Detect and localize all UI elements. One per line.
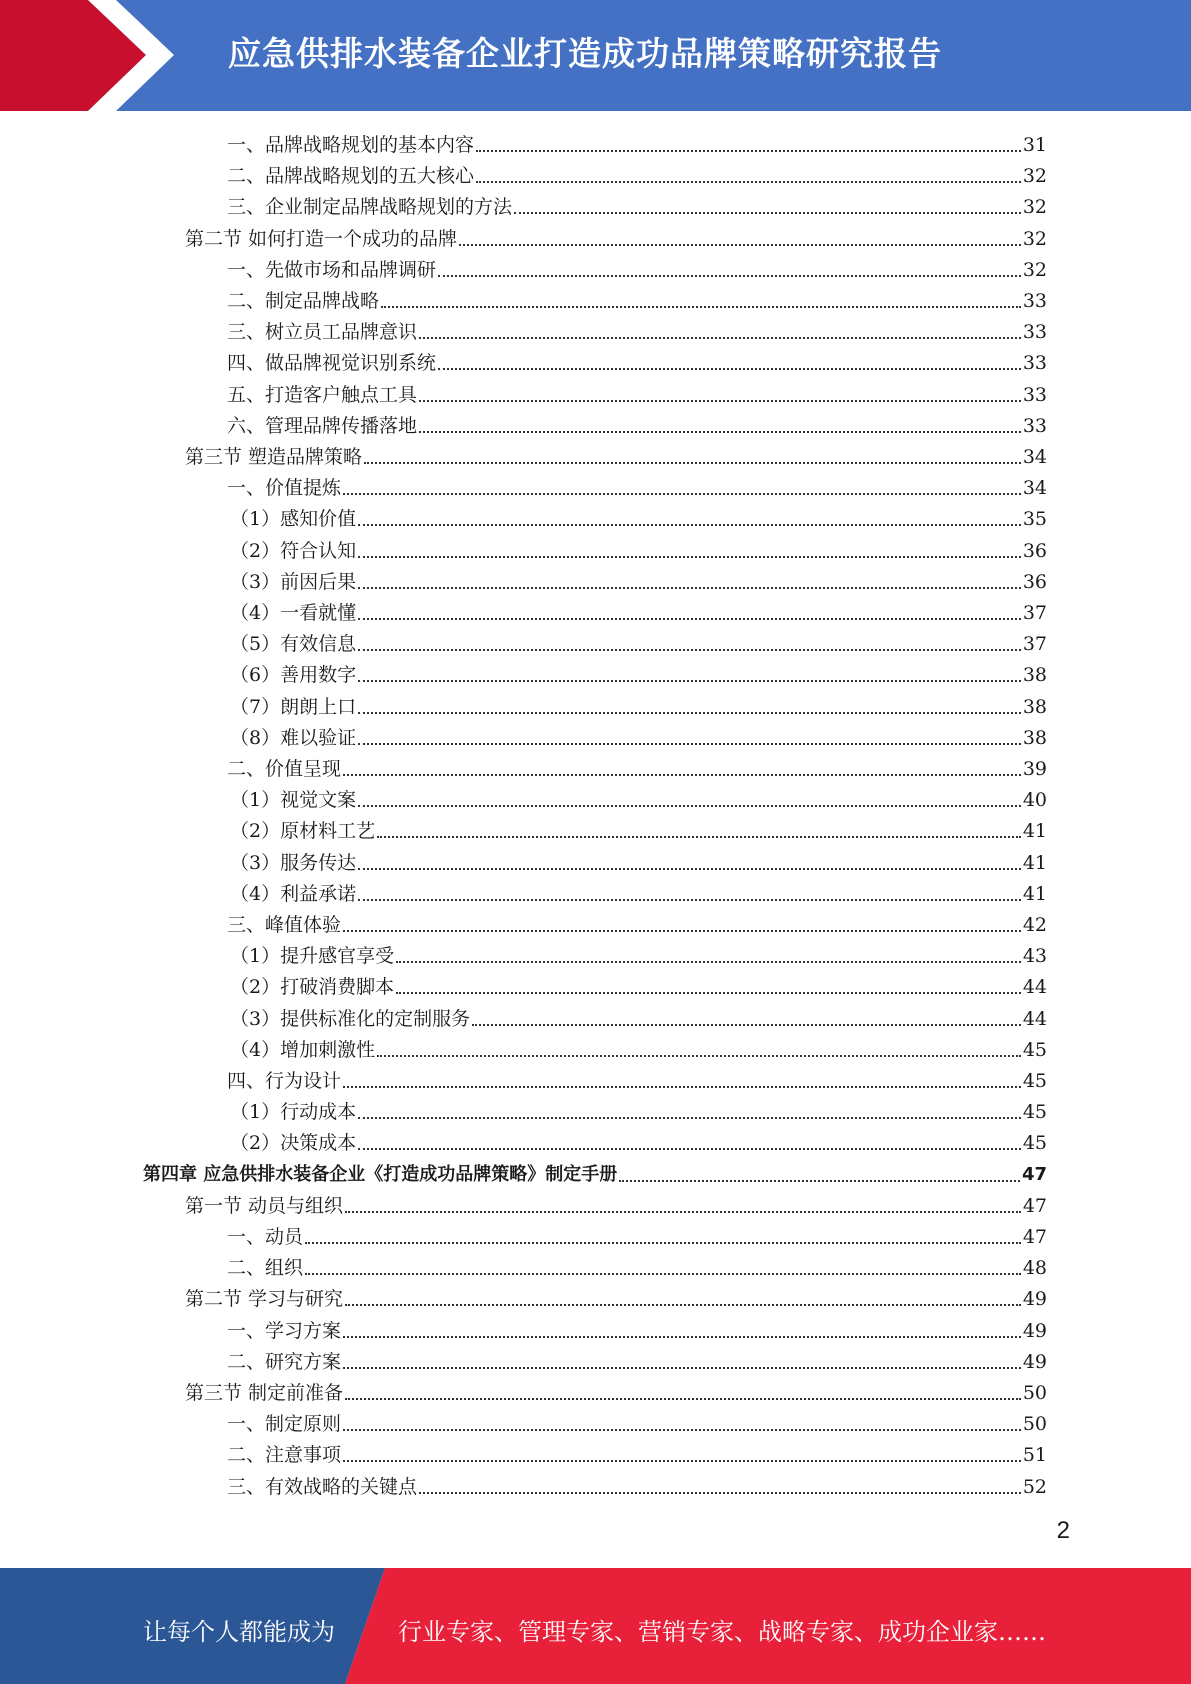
toc-entry[interactable] [227, 1063, 1047, 1094]
toc-entry-label: 六、管理品牌传播落地 [227, 414, 418, 437]
toc-dot-leader [343, 1429, 1021, 1431]
toc-dot-leader [345, 1211, 1021, 1213]
page-header [0, 0, 1191, 111]
toc-dot-leader [619, 1180, 1020, 1182]
toc-entry-label: 二、组织 [227, 1257, 304, 1280]
toc-entry-label: （1）感知价值 [230, 508, 357, 531]
toc-entry-page: 38 [1022, 726, 1047, 749]
toc-dot-leader [358, 524, 1021, 526]
toc-entry-page: 34 [1022, 446, 1047, 468]
toc-entry[interactable] [227, 1313, 1047, 1344]
toc-entry-page: 45 [1022, 1070, 1047, 1092]
toc-entry-label: （8）难以验证 [230, 726, 357, 749]
toc-entry-label: 二、品牌战略规划的五大核心 [227, 165, 475, 188]
toc-dot-leader [358, 712, 1021, 714]
toc-entry-label: （3）提供标准化的定制服务 [230, 1007, 471, 1030]
toc-entry-page: 36 [1022, 570, 1047, 593]
toc-entry-page: 42 [1022, 914, 1047, 936]
toc-dot-leader [364, 462, 1021, 464]
toc-dot-leader [419, 431, 1021, 433]
toc-entry-label: 一、学习方案 [227, 1319, 342, 1342]
toc-entry-page: 37 [1022, 633, 1047, 656]
toc-entry[interactable] [230, 876, 1047, 907]
toc-entry[interactable] [227, 252, 1047, 283]
toc-dot-leader [345, 1398, 1021, 1400]
toc-entry[interactable] [185, 439, 1047, 470]
toc-entry-label: 三、企业制定品牌战略规划的方法 [227, 196, 513, 219]
toc-entry-page: 38 [1022, 664, 1047, 687]
toc-entry-page: 35 [1022, 508, 1047, 531]
toc-entry-page: 32 [1022, 227, 1047, 250]
toc-entry-label: （2）原材料工艺 [230, 820, 376, 843]
toc-dot-leader [358, 899, 1021, 901]
toc-entry-page: 37 [1022, 602, 1047, 624]
toc-dot-leader [305, 1273, 1021, 1275]
toc-entry-page: 32 [1022, 165, 1047, 188]
toc-entry-label: 五、打造客户触点工具 [227, 383, 418, 406]
toc-entry-page: 32 [1022, 258, 1047, 281]
toc-dot-leader [358, 805, 1021, 807]
toc-entry-label: （4）增加刺激性 [230, 1038, 376, 1061]
toc-entry-label: （2）符合认知 [230, 539, 357, 562]
toc-dot-leader [476, 181, 1021, 183]
toc-entry-label: （4）利益承诺 [230, 882, 357, 905]
toc-entry-label: （7）朗朗上口 [230, 695, 357, 718]
toc-entry-label: 第三节 制定前准备 [185, 1382, 344, 1404]
toc-entry[interactable] [230, 501, 1047, 532]
toc-entry[interactable] [227, 283, 1047, 314]
toc-entry-label: （6）善用数字 [230, 664, 357, 687]
toc-dot-leader [358, 680, 1021, 682]
toc-entry-page: 39 [1022, 758, 1047, 780]
toc-entry[interactable] [227, 470, 1047, 501]
toc-dot-leader [343, 930, 1021, 932]
toc-entry[interactable] [227, 408, 1047, 439]
toc-entry-label: （3）服务传达 [230, 851, 357, 874]
toc-entry-label: 四、做品牌视觉识别系统 [227, 352, 437, 375]
toc-entry-page: 38 [1022, 695, 1047, 718]
toc-entry-page: 48 [1022, 1257, 1047, 1280]
toc-entry[interactable] [185, 1281, 1047, 1312]
toc-entry-label: （1）提升感官享受 [230, 945, 395, 968]
toc-entry-label: 一、先做市场和品牌调研 [227, 258, 437, 281]
toc-dot-leader [358, 618, 1021, 620]
toc-entry-page: 47 [1022, 1194, 1047, 1217]
toc-entry[interactable] [143, 1157, 1047, 1188]
toc-entry-page: 50 [1022, 1382, 1047, 1404]
toc-dot-leader [381, 306, 1021, 308]
toc-entry[interactable] [185, 1375, 1047, 1406]
toc-entry[interactable] [230, 1001, 1047, 1032]
toc-dot-leader [459, 244, 1021, 246]
toc-entry[interactable] [230, 564, 1047, 595]
toc-entry-label: 二、注意事项 [227, 1444, 342, 1467]
toc-entry-page: 45 [1022, 1132, 1047, 1155]
toc-entry-page: 45 [1022, 1038, 1047, 1061]
toc-entry[interactable] [230, 969, 1047, 1000]
toc-entry[interactable] [227, 314, 1047, 345]
toc-entry-page: 47 [1021, 1163, 1047, 1185]
toc-entry-label: 二、制定品牌战略 [227, 290, 380, 312]
toc-entry-label: （3）前因后果 [230, 570, 357, 593]
toc-entry-page: 47 [1022, 1226, 1047, 1248]
toc-entry-label: 一、价值提炼 [227, 477, 342, 500]
toc-entry-label: 一、制定原则 [227, 1413, 342, 1436]
toc-dot-leader [396, 961, 1021, 963]
toc-entry[interactable] [227, 1469, 1047, 1500]
toc-entry-label: 第四章 应急供排水装备企业《打造成功品牌策略》制定手册 [143, 1163, 618, 1185]
toc-dot-leader [377, 836, 1021, 838]
toc-dot-leader [305, 1242, 1021, 1244]
toc-entry-page: 40 [1022, 789, 1047, 812]
toc-entry-label: 一、品牌战略规划的基本内容 [227, 134, 475, 156]
toc-entry-label: （4）一看就懂 [230, 602, 357, 624]
toc-dot-leader [476, 150, 1021, 152]
toc-entry-label: （1）视觉文案 [230, 789, 357, 812]
toc-entry[interactable] [185, 221, 1047, 252]
toc-entry[interactable] [227, 907, 1047, 938]
toc-dot-leader [377, 1055, 1021, 1057]
toc-dot-leader [419, 400, 1021, 402]
toc-entry-page: 33 [1022, 352, 1047, 375]
toc-entry[interactable] [230, 657, 1047, 688]
toc-dot-leader [358, 649, 1021, 651]
toc-entry-page: 33 [1022, 383, 1047, 406]
toc-entry-page: 51 [1022, 1444, 1047, 1467]
toc-dot-leader [472, 1024, 1021, 1026]
toc-entry[interactable] [227, 1437, 1047, 1468]
toc-entry-label: 第一节 动员与组织 [185, 1194, 344, 1217]
toc-entry-page: 31 [1022, 134, 1047, 156]
toc-entry[interactable] [227, 1406, 1047, 1437]
toc-entry[interactable] [230, 689, 1047, 720]
footer-slogan-right: 行业专家、管理专家、营销专家、战略专家、成功企业家…… [398, 1618, 1046, 1646]
toc-entry[interactable] [227, 127, 1047, 158]
toc-entry[interactable] [230, 813, 1047, 844]
toc-entry[interactable] [227, 158, 1047, 189]
toc-entry-page: 33 [1022, 414, 1047, 437]
report-title: 应急供排水装备企业打造成功品牌策略研究报告 [228, 34, 942, 73]
toc-entry-page: 44 [1022, 1007, 1047, 1030]
toc-dot-leader [343, 1336, 1021, 1338]
toc-entry-label: 二、价值呈现 [227, 758, 342, 780]
toc-entry[interactable] [230, 1094, 1047, 1125]
toc-entry[interactable] [230, 938, 1047, 969]
toc-dot-leader [419, 1492, 1021, 1494]
toc-dot-leader [358, 743, 1021, 745]
toc-entry-page: 36 [1022, 539, 1047, 562]
toc-dot-leader [438, 368, 1021, 370]
toc-entry[interactable] [230, 782, 1047, 813]
toc-entry-page: 41 [1022, 851, 1047, 874]
footer-slogan-left: 让每个人都能成为 [143, 1618, 335, 1646]
toc-entry-label: （2）打破消费脚本 [230, 976, 395, 999]
toc-dot-leader [358, 1148, 1021, 1150]
toc-entry-page: 50 [1022, 1413, 1047, 1436]
toc-dot-leader [358, 1117, 1021, 1119]
toc-entry-page: 49 [1022, 1350, 1047, 1373]
toc-dot-leader [419, 337, 1021, 339]
toc-entry-label: 二、研究方案 [227, 1350, 342, 1373]
page-number: 2 [1056, 1517, 1070, 1544]
toc-entry-page: 44 [1022, 976, 1047, 999]
toc-entry-page: 49 [1022, 1319, 1047, 1342]
page-footer [0, 1568, 1191, 1684]
toc-entry[interactable] [227, 377, 1047, 408]
toc-dot-leader [438, 275, 1021, 277]
toc-entry-page: 45 [1022, 1101, 1047, 1124]
toc-entry-page: 33 [1022, 321, 1047, 344]
toc-entry-label: （2）决策成本 [230, 1132, 357, 1155]
toc-dot-leader [343, 1086, 1021, 1088]
toc-entry-label: 第三节 塑造品牌策略 [185, 446, 363, 468]
toc-entry-label: （1）行动成本 [230, 1101, 357, 1124]
toc-entry-label: 三、有效战略的关键点 [227, 1475, 418, 1498]
toc-entry-label: （5）有效信息 [230, 633, 357, 656]
toc-entry-page: 34 [1022, 477, 1047, 500]
toc-entry-label: 四、行为设计 [227, 1070, 342, 1092]
toc-dot-leader [514, 212, 1021, 214]
toc-entry[interactable] [230, 533, 1047, 564]
toc-entry[interactable] [227, 1219, 1047, 1250]
toc-entry[interactable] [230, 845, 1047, 876]
toc-entry-page: 33 [1022, 290, 1047, 312]
toc-dot-leader [345, 1304, 1021, 1306]
toc-dot-leader [358, 587, 1021, 589]
toc-entry-label: 第二节 学习与研究 [185, 1288, 344, 1311]
toc-entry-page: 41 [1022, 820, 1047, 843]
toc-entry[interactable] [230, 595, 1047, 626]
toc-entry[interactable] [230, 1032, 1047, 1063]
toc-entry[interactable] [227, 751, 1047, 782]
toc-entry[interactable] [230, 720, 1047, 751]
toc-entry-label: 三、树立员工品牌意识 [227, 321, 418, 344]
toc-entry-label: 第二节 如何打造一个成功的品牌 [185, 227, 458, 250]
toc-entry-page: 49 [1022, 1288, 1047, 1311]
toc-entry[interactable] [227, 1344, 1047, 1375]
toc-dot-leader [343, 1460, 1021, 1462]
toc-dot-leader [343, 1367, 1021, 1369]
toc-dot-leader [396, 992, 1021, 994]
toc-dot-leader [358, 556, 1021, 558]
toc-entry[interactable] [227, 345, 1047, 376]
toc-dot-leader [343, 774, 1021, 776]
toc-entry-label: 一、动员 [227, 1226, 304, 1248]
toc-entry-page: 41 [1022, 882, 1047, 905]
toc-entry[interactable] [230, 1125, 1047, 1156]
toc-entry[interactable] [185, 1188, 1047, 1219]
toc-entry-page: 32 [1022, 196, 1047, 219]
toc-entry-page: 52 [1022, 1475, 1047, 1498]
toc-entry-page: 43 [1022, 945, 1047, 968]
toc-entry-label: 三、峰值体验 [227, 914, 342, 936]
toc-entry[interactable] [227, 1250, 1047, 1281]
toc-entry[interactable] [230, 626, 1047, 657]
toc-dot-leader [358, 868, 1021, 870]
toc-dot-leader [343, 493, 1021, 495]
toc-entry[interactable] [227, 189, 1047, 220]
